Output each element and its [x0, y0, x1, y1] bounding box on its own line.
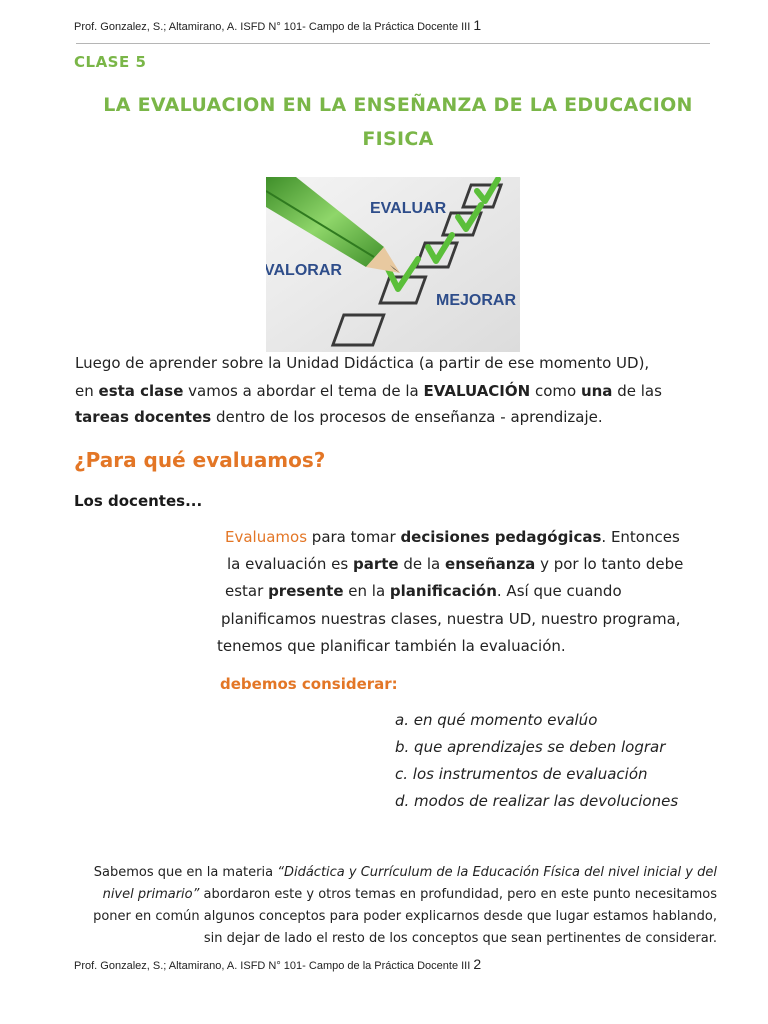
block-text: en la — [343, 582, 390, 600]
block-text: . Así que cuando — [496, 582, 622, 600]
footer-text: Prof. Gonzalez, S.; Altamirano, A. ISFD N° 101- Campo de la Práctica Docente III — [74, 960, 471, 972]
page-header — [74, 17, 481, 33]
closing-line-3: poner en común algunos conceptos para poder explicarnos desde que lugar estamos hablando, — [93, 909, 717, 924]
block-highlight: Evaluamos — [225, 528, 308, 546]
page-title-line-2: FISICA — [362, 128, 434, 150]
list-item: c. los instrumentos de evaluación — [395, 765, 648, 783]
intro-text: en — [75, 382, 99, 400]
block-line-4: planificamos nuestras clases, nuestra UD, nuestro programa, — [221, 610, 681, 628]
docentes-label: Los docentes... — [74, 492, 203, 510]
header-divider — [76, 43, 710, 44]
label-evaluar: EVALUAR — [370, 200, 447, 217]
block-bold: decisiones pedagógicas — [400, 528, 602, 546]
header-page-number: 1 — [473, 17, 482, 33]
label-mejorar: MEJORAR — [436, 292, 517, 309]
intro-text: como — [530, 382, 581, 400]
closing-text: Sabemos que en la materia — [93, 865, 278, 880]
closing-line-4: sin dejar de lado el resto de los conceptos que sean pertinentes de considerar. — [203, 931, 717, 946]
block-line-1 — [225, 528, 680, 546]
block-bold: enseñanza — [445, 555, 536, 573]
intro-bold: esta clase — [98, 382, 184, 400]
closing-text: abordaron este y otros temas en profundidad, pero en este punto necesitamos — [199, 887, 717, 902]
block-line-3 — [225, 582, 622, 600]
block-text: y por lo tanto debe — [535, 555, 684, 573]
block-bold: planificación — [389, 582, 497, 600]
block-bold: presente — [268, 582, 344, 600]
block-text: la evaluación es — [227, 555, 353, 573]
list-item: a. en qué momento evalúo — [395, 711, 598, 729]
intro-line-1: Luego de aprender sobre la Unidad Didáctica (a partir de ese momento UD), — [75, 354, 650, 372]
block-line-2 — [227, 555, 683, 573]
intro-text: de las — [612, 382, 662, 400]
closing-line-2 — [103, 887, 717, 902]
closing-line-1 — [94, 865, 717, 880]
block-text: para tomar — [307, 528, 401, 546]
intro-line-2 — [75, 382, 662, 400]
closing-italic: “Didáctica y Currículum de la Educación Física del nivel inicial y del — [277, 865, 717, 880]
page-footer — [74, 956, 481, 972]
page-title — [70, 88, 726, 156]
closing-italic: nivel primario” — [102, 887, 200, 902]
block-text: de la — [398, 555, 446, 573]
block-bold: parte — [352, 555, 399, 573]
intro-bold: una — [580, 382, 613, 400]
page-title-line-1: LA EVALUACION EN LA ENSEÑANZA DE LA EDUCACION — [103, 94, 693, 116]
list-item: b. que aprendizajes se deben lograr — [395, 738, 666, 756]
considerar-label: debemos considerar: — [220, 675, 398, 693]
intro-text: dentro de los procesos de enseñanza - aprendizaje. — [211, 408, 603, 426]
checklist-pencil-icon — [266, 177, 520, 352]
block-text: . Entonces — [601, 528, 680, 546]
label-valorar: VALORAR — [266, 262, 342, 279]
intro-bold: tareas docentes — [75, 408, 212, 426]
intro-text: vamos a abordar el tema de la — [183, 382, 424, 400]
evaluation-illustration — [266, 177, 520, 352]
intro-bold: EVALUACIÓN — [423, 382, 531, 400]
class-label: CLASE 5 — [74, 53, 147, 71]
intro-line-3 — [75, 408, 603, 426]
footer-page-number: 2 — [473, 956, 482, 972]
block-text: estar — [225, 582, 269, 600]
block-line-5: tenemos que planificar también la evaluación. — [217, 637, 566, 655]
section-heading: ¿Para qué evaluamos? — [74, 448, 326, 472]
list-item: d. modos de realizar las devoluciones — [395, 792, 679, 810]
header-text: Prof. Gonzalez, S.; Altamirano, A. ISFD N° 101- Campo de la Práctica Docente III — [74, 21, 471, 33]
